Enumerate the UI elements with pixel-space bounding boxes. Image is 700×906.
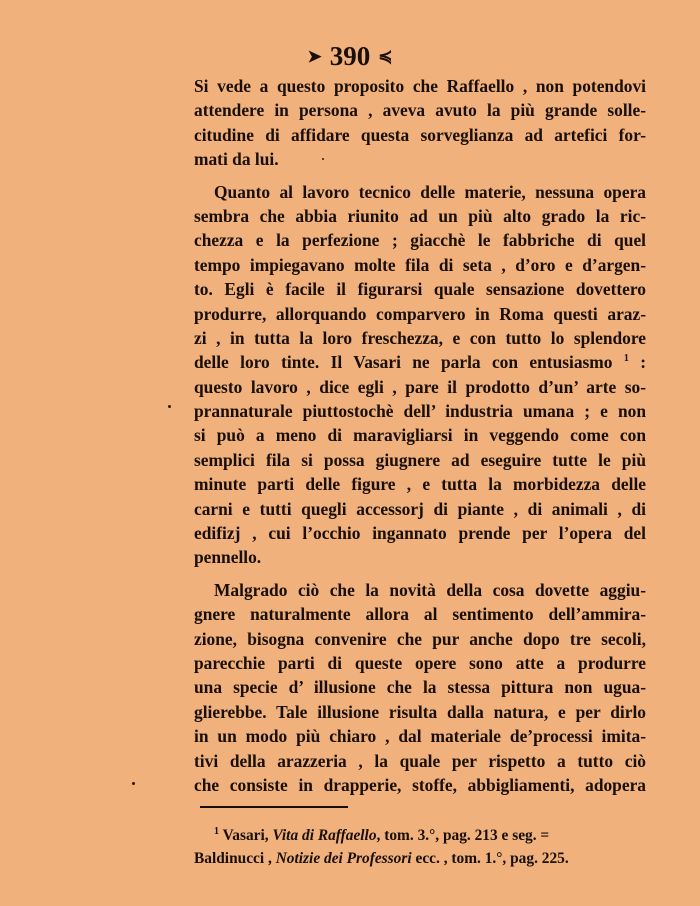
footnote-citation: ecc. , tom. 1.°, pag. 225. — [415, 850, 569, 867]
text-line: che consiste in drapperie, stoffe, abbigliamenti, adopera — [194, 774, 646, 795]
text-line: to. Egli è facile il figurarsi quale sensazione dovettero — [194, 279, 646, 300]
text-segment: delle loro tinte. Il Vasari ne parla con entusiasmo — [194, 352, 613, 373]
text-line: produrre, allorquando comparvero in Roma questi araz- — [194, 303, 646, 324]
footnote-title: Notizie dei Professori — [275, 850, 412, 867]
footnote-reference[interactable]: 1 — [623, 353, 629, 365]
paragraph — [194, 74, 646, 172]
footnote-divider — [200, 806, 348, 808]
paper-speck — [132, 782, 135, 785]
text-segment: : — [628, 352, 646, 373]
footnote — [194, 824, 646, 870]
text-line: Si vede a questo proposito che Raffaello , non potendovi — [194, 76, 646, 96]
text-line: citudine di affidare questa sorveglianza ad artefici for- — [194, 124, 646, 145]
text-line: zione, bisogna convenire che pur anche dopo tre secoli, — [194, 628, 646, 649]
text-line: edifizj , cui l’occhio ingannato prende per l’opera del — [194, 523, 646, 544]
text-line: carni e tutti quegli accessorj di piante , di animali , di — [194, 498, 646, 519]
text-line: attendere in persona , aveva avuto la più grande solle- — [194, 100, 646, 121]
paragraph — [194, 578, 646, 798]
text-line: chezza e la perfezione ; giacchè le fabbriche di quel — [194, 230, 646, 251]
text-line: pennello. — [194, 547, 262, 568]
page-header — [0, 38, 700, 77]
footnote-title: Vita di Raffaello — [272, 827, 377, 844]
text-line: gnere naturalmente allora al sentimento dell’ammira- — [194, 604, 646, 625]
footnote-line — [194, 847, 646, 870]
text-line: in un modo più chiaro , dal materiale de’processi imita- — [194, 726, 646, 747]
right-ornament-icon: ≼ — [378, 46, 393, 66]
paragraph — [194, 180, 646, 570]
left-ornament-icon: ➤ — [307, 46, 322, 66]
footnote-author: Vasari, — [222, 827, 269, 844]
text-line: prannaturale piuttostochè dell’ industria umana ; e non — [194, 401, 646, 422]
paper-speck — [322, 158, 324, 160]
footnote-citation: , tom. 3.°, pag. 213 e seg. = — [376, 827, 550, 844]
text-line: semplici fila si possa giugnere ad eseguire tutte le più — [194, 449, 646, 470]
text-line: parecchie parti di queste opere sono atte a produrre — [194, 652, 646, 673]
text-line: tempo impiegavano molte fila di seta , d’oro e d’argen- — [194, 254, 646, 275]
footnote-author: Baldinucci , — [194, 850, 272, 867]
body-text — [194, 74, 646, 797]
text-line: una specie d’ illusione che la stessa pittura non ugua- — [194, 677, 646, 698]
text-line: Quanto al lavoro tecnico delle materie, nessuna opera — [214, 181, 646, 202]
text-line-with-footnote — [194, 350, 646, 374]
footnote-marker: 1 — [214, 825, 219, 837]
text-line: questo lavoro , dice egli , pare il prodotto d’un’ arte so- — [194, 376, 646, 397]
text-line: minute parti delle figure , e tutta la morbidezza delle — [194, 474, 646, 495]
text-line: si può a meno di maravigliarsi in veggendo come con — [194, 425, 646, 446]
text-line: mati da lui. — [194, 149, 279, 170]
footnote-line — [194, 824, 646, 847]
text-line: glierebbe. Tale illusione risulta dalla natura, e per dirlo — [194, 701, 646, 722]
text-line: zi , in tutta la loro freschezza, e con tutto lo splendore — [194, 327, 646, 348]
text-line: Malgrado ciò che la novità della cosa dovette aggiu- — [214, 579, 646, 600]
text-line: sembra che abbia riunito ad un più alto grado la ric- — [194, 205, 646, 226]
text-line: tivi della arazzeria , la quale per rispetto a tutto ciò — [194, 750, 646, 771]
page-number: 390 — [329, 41, 371, 71]
paper-speck — [168, 405, 171, 408]
